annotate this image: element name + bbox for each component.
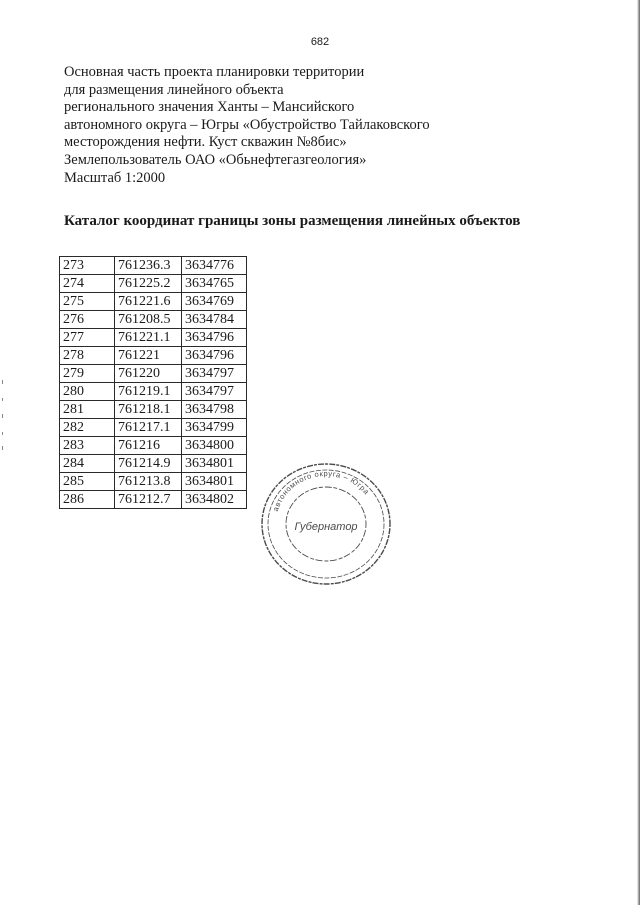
description-line: Масштаб 1:2000 — [64, 169, 166, 186]
coord-y: 3634765 — [182, 275, 247, 293]
table-row — [60, 257, 247, 275]
description-line: автономного округа – Югры «Обустройство Тайлаковского — [64, 116, 430, 133]
coord-x: 761218.1 — [115, 401, 182, 419]
coord-x: 761213.8 — [115, 473, 182, 491]
point-number: 273 — [60, 257, 115, 275]
page-number: 682 — [310, 36, 330, 48]
table-row — [60, 329, 247, 347]
point-number: 277 — [60, 329, 115, 347]
point-number: 282 — [60, 419, 115, 437]
table-row — [60, 383, 247, 401]
coordinates-table — [59, 256, 247, 509]
coord-y: 3634799 — [182, 419, 247, 437]
coord-y: 3634798 — [182, 401, 247, 419]
project-description — [64, 64, 534, 187]
point-number: 286 — [60, 491, 115, 509]
table-row — [60, 275, 247, 293]
coord-y: 3634801 — [182, 455, 247, 473]
point-number: 283 — [60, 437, 115, 455]
coord-x: 761216 — [115, 437, 182, 455]
table-row — [60, 455, 247, 473]
coord-y: 3634784 — [182, 311, 247, 329]
coord-y: 3634769 — [182, 293, 247, 311]
description-line: для размещения линейного объекта — [64, 81, 284, 98]
point-number: 285 — [60, 473, 115, 491]
catalog-title: Каталог координат границы зоны размещения линейных объектов — [64, 213, 521, 229]
table-row — [60, 347, 247, 365]
point-number: 279 — [60, 365, 115, 383]
coord-x: 761214.9 — [115, 455, 182, 473]
description-line: Землепользователь ОАО «Обьнефтегазгеология» — [64, 151, 367, 168]
svg-text:автономного округа – Югра — [271, 469, 372, 512]
scan-edge-marks — [1, 380, 4, 460]
coord-y: 3634800 — [182, 437, 247, 455]
coord-x: 761217.1 — [115, 419, 182, 437]
point-number: 284 — [60, 455, 115, 473]
description-line: Основная часть проекта планировки территории — [64, 64, 365, 80]
coord-y: 3634802 — [182, 491, 247, 509]
point-number: 280 — [60, 383, 115, 401]
point-number: 274 — [60, 275, 115, 293]
coord-x: 761236.3 — [115, 257, 182, 275]
table-row — [60, 401, 247, 419]
table-row — [60, 419, 247, 437]
seal-ring-text: автономного округа – Югра — [270, 469, 372, 513]
description-line: месторождения нефти. Куст скважин №8бис» — [64, 134, 347, 151]
coord-y: 3634801 — [182, 473, 247, 491]
coord-y: 3634796 — [182, 347, 247, 365]
point-number: 275 — [60, 293, 115, 311]
coord-x: 761208.5 — [115, 311, 182, 329]
table-row — [60, 491, 247, 509]
table-row — [60, 365, 247, 383]
coord-y: 3634797 — [182, 365, 247, 383]
seal-center-text: Губернатор — [294, 521, 358, 533]
table-row — [60, 437, 247, 455]
description-line: регионального значения Ханты – Мансийского — [64, 99, 355, 116]
coord-x: 761212.7 — [115, 491, 182, 509]
point-number: 281 — [60, 401, 115, 419]
coord-x: 761225.2 — [115, 275, 182, 293]
table-row — [60, 311, 247, 329]
coord-x: 761219.1 — [115, 383, 182, 401]
coord-x: 761221.1 — [115, 329, 182, 347]
coord-y: 3634797 — [182, 383, 247, 401]
coord-x: 761220 — [115, 365, 182, 383]
coord-y: 3634776 — [182, 257, 247, 275]
coord-y: 3634796 — [182, 329, 247, 347]
table-row — [60, 473, 247, 491]
coord-x: 761221.6 — [115, 293, 182, 311]
official-seal-stamp — [258, 458, 394, 588]
point-number: 278 — [60, 347, 115, 365]
table-row — [60, 293, 247, 311]
point-number: 276 — [60, 311, 115, 329]
coord-x: 761221 — [115, 347, 182, 365]
